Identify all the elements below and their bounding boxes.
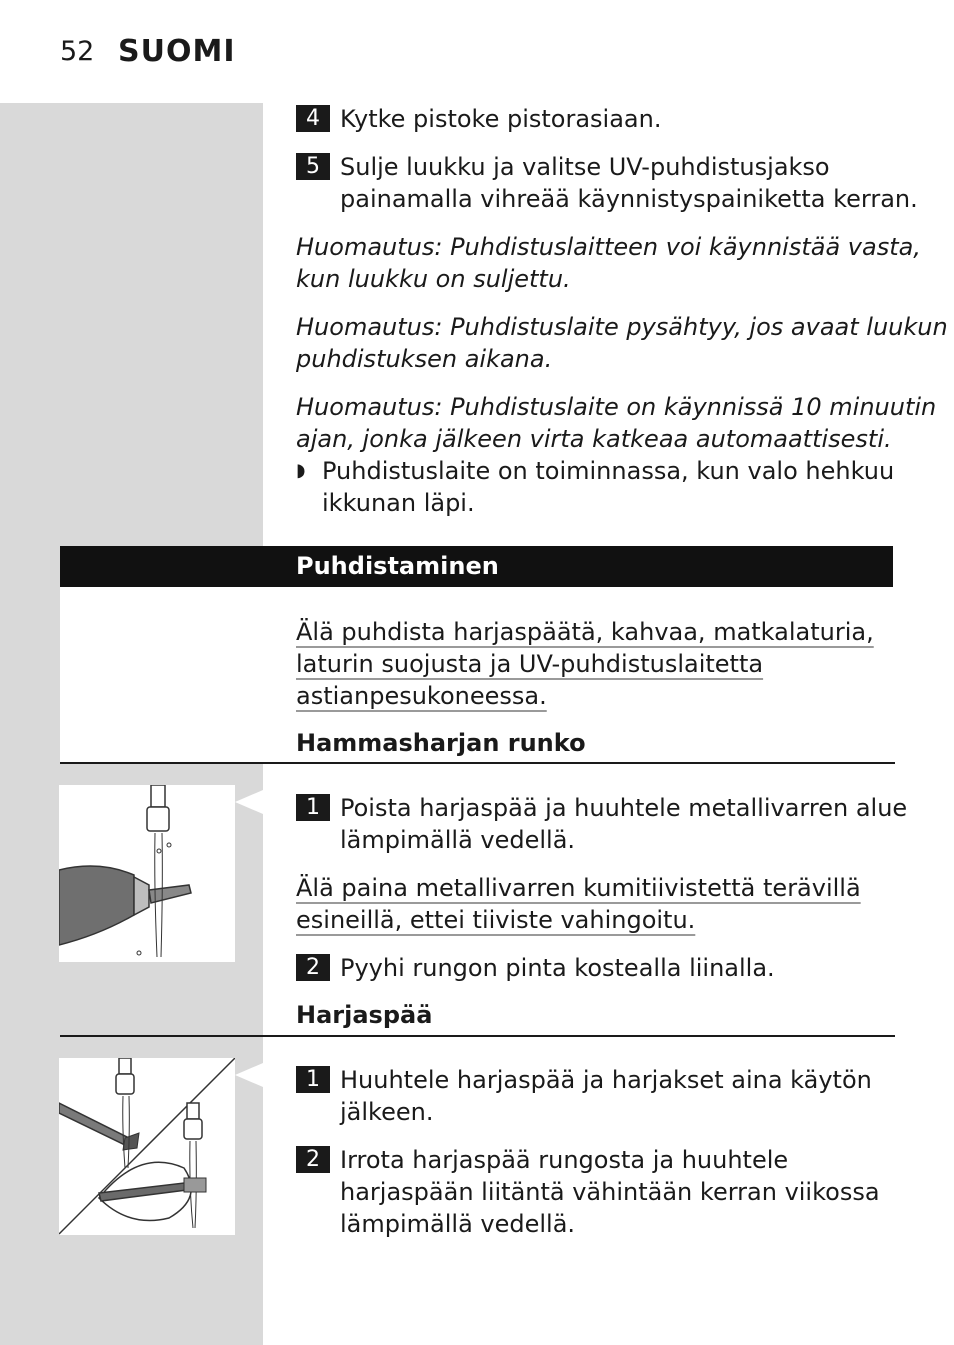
step-number-badge: 2 (296, 1146, 330, 1173)
step-line: harjaspään liitäntä vähintään kerran viikossa (340, 1178, 880, 1206)
bullet-text (322, 455, 894, 519)
note-line: kun luukku on suljettu. (296, 265, 571, 293)
note-3 (296, 391, 936, 455)
divider-rule (60, 762, 895, 764)
bullet-line: ikkunan läpi. (322, 489, 475, 517)
divider-rule (60, 1035, 895, 1037)
section-title: Puhdistaminen (296, 552, 499, 580)
step-line: lämpimällä vedellä. (340, 1210, 576, 1238)
bullet-marker-icon: ◗ (296, 460, 306, 481)
step-line: painamalla vihreää käynnistyspainiketta kerran. (340, 185, 918, 213)
note-line: ajan, jonka jälkeen virta katkeaa automaattisesti. (296, 425, 892, 453)
seal-warning (296, 872, 861, 936)
note-line: Huomautus: Puhdistuslaite pysähtyy, jos avaat luukun (296, 313, 948, 341)
page-number: 52 (60, 36, 95, 67)
step-line: Sulje luukku ja valitse UV-puhdistusjakso (340, 153, 830, 181)
warning-line: laturin suojusta ja UV-puhdistuslaitetta (296, 650, 764, 678)
warning-line: Älä paina metallivarren kumitiivistettä terävillä (296, 874, 861, 902)
step-text (340, 952, 775, 984)
step-line: Poista harjaspää ja huuhtele metallivarren alue (340, 794, 908, 822)
language-heading: SUOMI (118, 34, 236, 69)
note-1 (296, 231, 921, 295)
step-line: Kytke pistoke pistorasiaan. (340, 105, 662, 133)
step-number-badge: 1 (296, 794, 330, 821)
step-line: Irrota harjaspää rungosta ja huuhtele (340, 1146, 789, 1174)
illustration-pointer (235, 790, 263, 814)
brushhead-rinse-illustration (59, 1058, 235, 1235)
subheading-brushhead: Harjaspää (296, 1001, 433, 1029)
step-text (340, 103, 661, 135)
bullet-line: Puhdistuslaite on toiminnassa, kun valo hehkuu (322, 457, 895, 485)
step-line: Pyyhi rungon pinta kostealla liinalla. (340, 954, 775, 982)
step-line: lämpimällä vedellä. (340, 826, 576, 854)
step-number-badge: 1 (296, 1066, 330, 1093)
step-text (340, 1144, 880, 1240)
subheading-handle: Hammasharjan runko (296, 729, 586, 757)
step-number-badge: 4 (296, 105, 330, 132)
step-line: Huuhtele harjaspää ja harjakset aina käytön (340, 1066, 872, 1094)
warning-line: esineillä, ettei tiiviste vahingoitu. (296, 906, 696, 934)
warning-line: astianpesukoneessa. (296, 682, 547, 710)
note-line: Huomautus: Puhdistuslaite on käynnissä 10 minuutin (296, 393, 937, 421)
note-2 (296, 311, 948, 375)
step-text (340, 1064, 872, 1128)
section-header-bar (60, 546, 893, 587)
step-number-badge: 5 (296, 153, 330, 180)
step-text (340, 151, 918, 215)
warning-line: Älä puhdista harjaspäätä, kahvaa, matkalaturia, (296, 618, 874, 646)
step-number-badge: 2 (296, 954, 330, 981)
margin-gap (60, 587, 263, 763)
dishwasher-warning (296, 616, 874, 712)
note-line: Huomautus: Puhdistuslaitteen voi käynnistää vasta, (296, 233, 921, 261)
step-line: jälkeen. (340, 1098, 434, 1126)
illustration-pointer (235, 1063, 263, 1087)
step-text (340, 792, 907, 856)
note-line: puhdistuksen aikana. (296, 345, 553, 373)
handle-rinse-illustration (59, 785, 235, 962)
